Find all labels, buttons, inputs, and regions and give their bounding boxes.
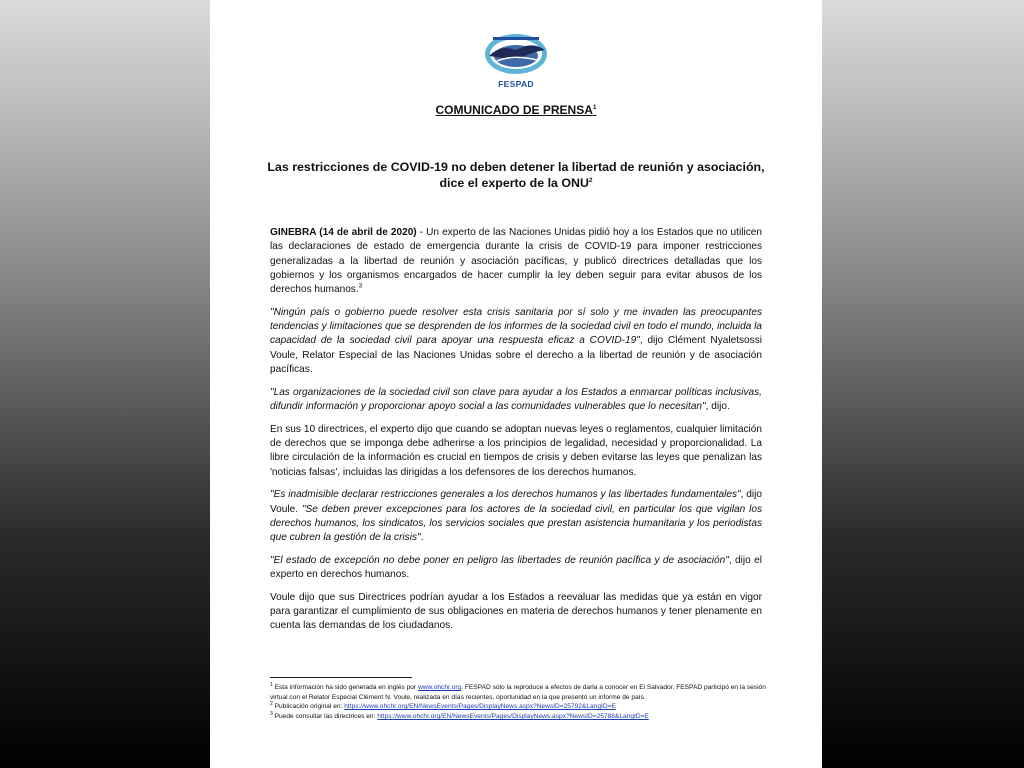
footnote-2-link[interactable]: https://www.ohchr.org/EN/NewsEvents/Pages/DisplayNews.aspx?NewsID=25792&LangID=E bbox=[344, 703, 616, 711]
paragraph-3-text: , dijo. bbox=[705, 401, 730, 413]
paragraph-2 bbox=[270, 306, 762, 377]
footnote-number: 2 bbox=[270, 701, 273, 708]
headline-line-1: Las restricciones de COVID-19 no deben detener la libertad de reunión y asociación, bbox=[267, 160, 765, 174]
quote: "Es inadmisible declarar restricciones generales a los derechos humanos y las libertades fundamentales" bbox=[270, 489, 741, 501]
paragraph-7: Voule dijo que sus Directrices podrían ayudar a los Estados a reevaluar las medidas que ya están en vigor para garantizar el cumplimiento de sus obligaciones en materia de derechos humanos y tener plenamente en cuenta las demandas de los ciudadanos. bbox=[270, 591, 762, 632]
footnote-ref-1: 1 bbox=[592, 104, 597, 111]
footnote-1-link[interactable]: www.ohchr.org bbox=[417, 684, 462, 691]
footnote-3-link[interactable]: https://www.ohchr.org/EN/NewsEvents/Pages/DisplayNews.aspx?NewsID=25788&LangID=E bbox=[377, 713, 649, 721]
paragraph-1-text: - Un experto de las Naciones Unidas pidió hoy a los Estados que no utilicen las declaraciones de estado de emergencia durante la crisis de COVID-19 para imponer restricciones generalizadas a la libertad de reunión y asociación pacíficas, y publicó directrices detalladas que los gobiernos y los organismos encargados de hacer cumplir la ley deben seguir para evitar abusos de los derechos humanos. bbox=[270, 227, 762, 296]
footnote-ref-3: 3 bbox=[358, 282, 363, 290]
headline-line-2: dice el experto de la ONU bbox=[439, 176, 589, 190]
quote: "Se deben prever excepciones para los actores de la sociedad civil, en particular los que vigilan los derechos humanos, los sindicatos, los servicios sociales que prestan asistencia humanitaria y los periodistas que cubren la gestión de la crisis" bbox=[270, 503, 762, 544]
paragraph-3 bbox=[270, 386, 762, 415]
footnote-3-text: Puede consultar las directrices en: bbox=[272, 713, 378, 721]
fespad-logo-icon bbox=[481, 30, 551, 82]
paragraph-5-end: . bbox=[420, 532, 424, 544]
footnote-2 bbox=[270, 702, 770, 712]
article-body bbox=[270, 226, 762, 642]
dateline: GINEBRA (14 de abril de 2020) bbox=[270, 227, 417, 238]
quote: "Ningún país o gobierno puede resolver esta crisis sanitaria por sí solo y me invaden las preocupantes tendencias y limitaciones que se desprenden de los informes de la sociedad civil en todo el mundo, incluida la capacidad de la sociedad civil para apoyar una respuesta eficaz a COVID-19" bbox=[270, 306, 762, 347]
footnote-1-text-end: . FESPAD sólo la reproduce a efectos de darla a conocer en El Salvador. FESPAD participó en la sesión virtual con el Relator Especial Clément N. Voule, realizada en días recientes, oportunidad en la que presentó un informe de país. bbox=[270, 684, 766, 701]
quote: "El estado de excepción no debe poner en peligro las libertades de reunión pacífica y de asociación" bbox=[270, 554, 729, 566]
quote: "Las organizaciones de la sociedad civil son clave para ayudar a los Estados a enmarcar políticas inclusivas, difundir información y proporcionar apoyo social a las comunidades vulnerables que lo necesitan" bbox=[270, 386, 762, 413]
press-release-title-text: COMUNICADO DE PRENSA bbox=[435, 103, 593, 117]
footnote-2-text: Publicación original en: bbox=[272, 703, 345, 711]
document-page bbox=[210, 0, 822, 768]
footnote-number: 3 bbox=[270, 710, 273, 717]
paragraph-6 bbox=[270, 554, 762, 583]
footnote-3 bbox=[270, 712, 770, 722]
paragraph-1 bbox=[270, 226, 762, 297]
paragraph-6-text: , dijo el experto en derechos humanos. bbox=[270, 554, 762, 581]
footnote-1-text: Esta información ha sido generada en inglés por bbox=[272, 684, 418, 691]
paragraph-5 bbox=[270, 488, 762, 545]
footnote-number: 1 bbox=[270, 681, 273, 688]
press-release-title bbox=[210, 103, 822, 117]
footnote-ref-2: 2 bbox=[588, 176, 593, 184]
paragraph-2-text: , dijo Clément Nyaletsossi Voule, Relator Especial de las Naciones Unidas sobre el derecho a la libertad de reunión y de asociación pacíficas. bbox=[270, 335, 763, 376]
footnote-1 bbox=[270, 683, 770, 702]
paragraph-4: En sus 10 directrices, el experto dijo que cuando se adoptan nuevas leyes o reglamentos, cualquier limitación de derechos que se imponga debe adherirse a los principios de legalidad, necesidad y proporcionalidad. La libre circulación de la información es crucial en tiempos de crisis y deben evitarse las leyes que penalizan las 'noticias falsas', incluidas las dirigidas a los defensores de los derechos humanos. bbox=[270, 423, 762, 478]
logo-text: FESPAD bbox=[498, 79, 534, 89]
footnotes bbox=[270, 683, 770, 722]
footnote-divider bbox=[270, 677, 412, 678]
headline bbox=[260, 159, 772, 191]
paragraph-5-text: , dijo Voule. bbox=[270, 489, 762, 515]
